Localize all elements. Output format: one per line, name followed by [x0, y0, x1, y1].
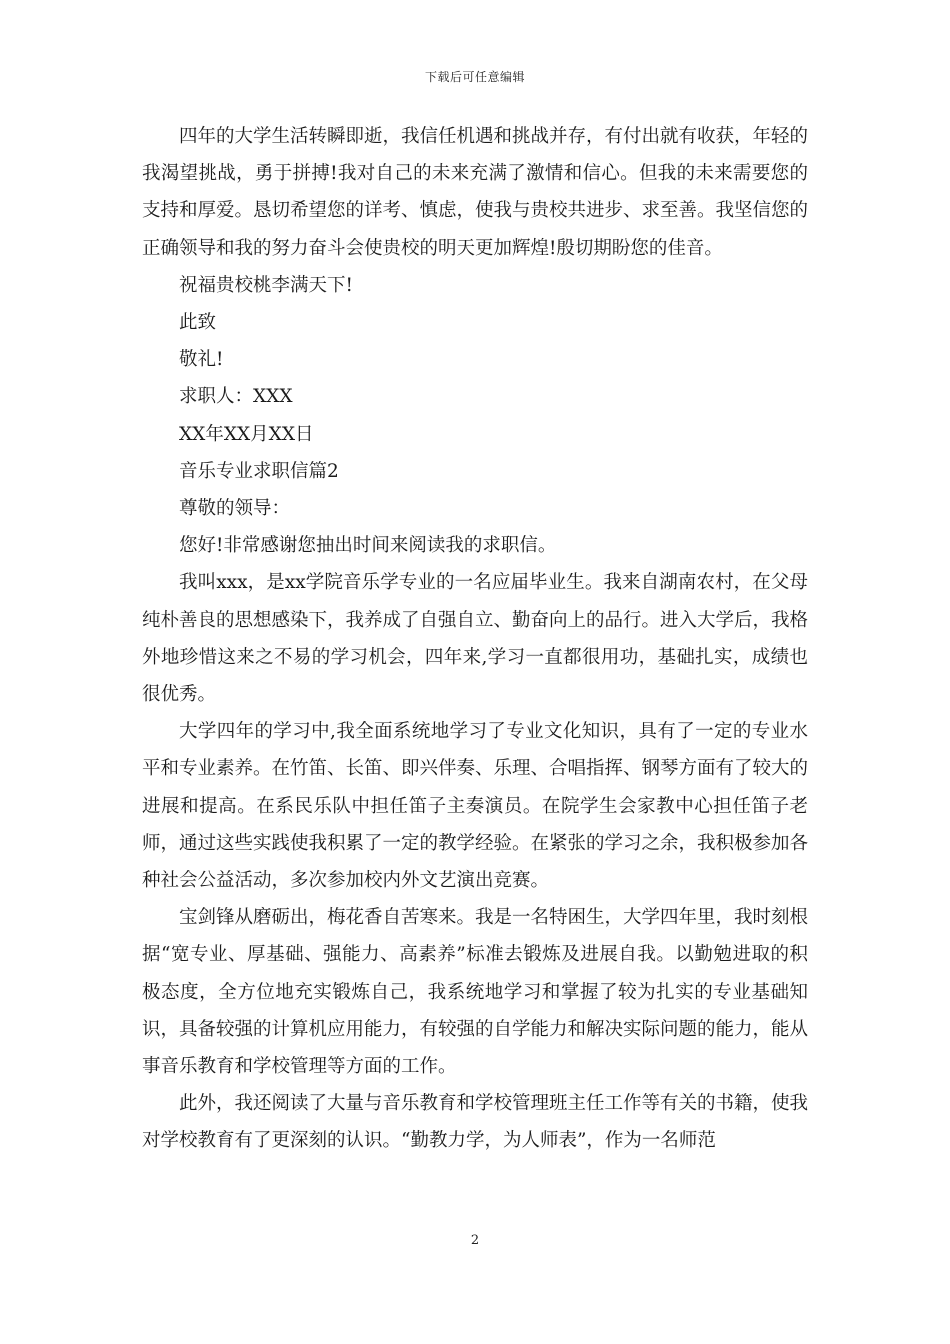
paragraph-greeting: 您好!非常感谢您抽出时间来阅读我的求职信。	[179, 535, 557, 557]
section-title: 音乐专业求职信篇2	[179, 460, 339, 482]
paragraph-date: XX年XX月XX日	[179, 423, 314, 445]
paragraph-introduction: 我叫xxx，是xx学院音乐学专业的一名应届毕业生。我来自湖南农村，在父母纯朴善良的思想感染下，我养成了自强自立、勤奋向上的品行。进入大学后，我格外地珍惜这来之不易的学习机会，四年来,学习一直都很用功，基础扎实，成绩也很优秀。	[142, 572, 809, 706]
paragraph-study: 大学四年的学习中,我全面系统地学习了专业文化知识，具有了一定的专业水平和专业素养。在竹笛、长笛、即兴伴奏、乐理、合唱指挥、钢琴方面有了较大的进展和提高。在系民乐队中担任笛子主奏演员。在院学生会家教中心担任笛子老师，通过这些实践使我积累了一定的教学经验。在紧张的学习之余，我积极参加各种社会公益活动，多次参加校内外文艺演出竞赛。	[142, 721, 809, 892]
paragraph-applicant: 求职人：XXX	[179, 386, 293, 408]
paragraph-reading: 此外，我还阅读了大量与音乐教育和学校管理班主任工作等有关的书籍，使我对学校教育有了更深刻的认识。“勤教力学，为人师表”，作为一名师范	[142, 1093, 809, 1152]
letter-body	[142, 118, 808, 1160]
paragraph-self-development: 宝剑锋从磨砺出，梅花香自苦寒来。我是一名特困生，大学四年里，我时刻根据“宽专业、厚基础、强能力、高素养”标准去锻炼及进展自我。以勤勉进取的积极态度，全方位地充实锻炼自己，我系统地学习和掌握了较为扎实的专业基础知识，具备较强的计算机应用能力，有较强的自学能力和解决实际问题的能力，能从事音乐教育和学校管理等方面的工作。	[142, 907, 809, 1078]
paragraph-greeting-addressee: 尊敬的领导：	[179, 498, 291, 520]
paragraph-closing-statement: 四年的大学生活转瞬即逝，我信任机遇和挑战并存，有付出就有收获，年轻的我渴望挑战，勇于拼搏!我对自己的未来充满了激情和信心。但我的未来需要您的支持和厚爱。恳切希望您的详考、慎虑，使我与贵校共进步、求至善。我坚信您的正确领导和我的努力奋斗会使贵校的明天更加辉煌!殷切期盼您的佳音。	[142, 126, 809, 259]
page-number: 2	[470, 1233, 480, 1248]
paragraph-salutation-cizhi: 此致	[179, 312, 217, 334]
page-header: 下载后可任意编辑	[424, 70, 525, 84]
paragraph-salutation-jingli: 敬礼!	[179, 349, 224, 371]
paragraph-blessing: 祝福贵校桃李满天下!	[179, 274, 353, 296]
